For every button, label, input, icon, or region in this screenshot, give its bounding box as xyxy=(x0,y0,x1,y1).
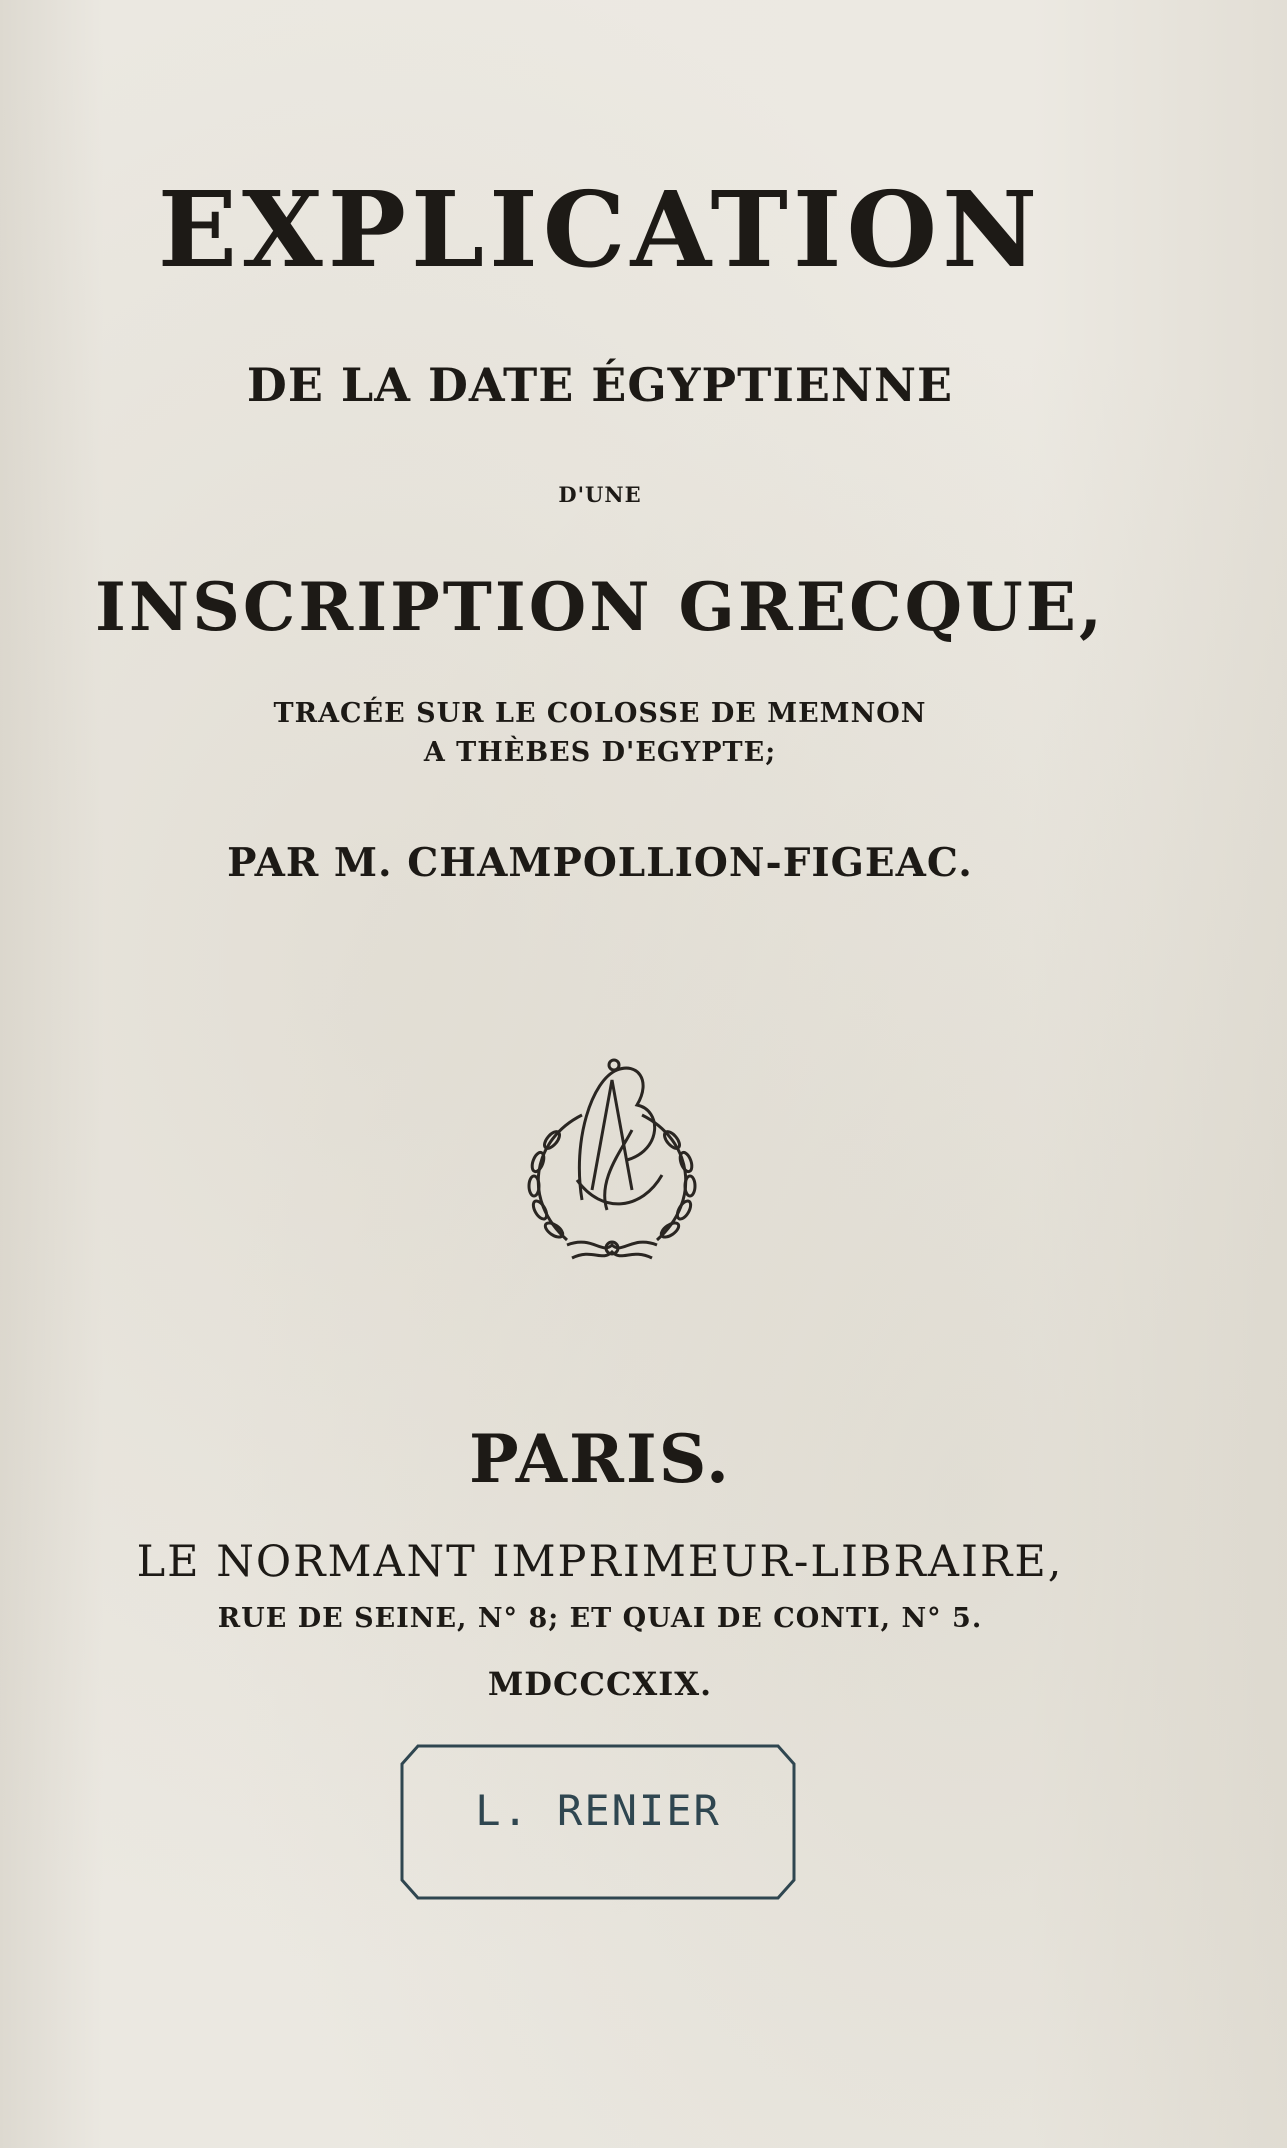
description-line-2: A THÈBES D'EGYPTE; xyxy=(423,737,777,768)
publication-place: PARIS. xyxy=(468,1420,732,1498)
title-inscription: INSCRIPTION GRECQUE, xyxy=(95,568,1105,646)
stamp-text: L. RENIER xyxy=(475,1786,721,1835)
subtitle-connector: D'UNE xyxy=(558,482,642,507)
publisher-address: RUE DE SEINE, N° 8; ET QUAI DE CONTI, N° 5. xyxy=(217,1603,983,1634)
library-stamp xyxy=(396,1740,800,1904)
author-line: PAR M. CHAMPOLLION-FIGEAC. xyxy=(227,840,973,886)
book-title: EXPLICATION xyxy=(157,168,1043,291)
description-line-1: TRACÉE SUR LE COLOSSE DE MEMNON xyxy=(273,698,927,729)
monogram-wreath-icon xyxy=(512,1040,712,1270)
subtitle-date: DE LA DATE ÉGYPTIENNE xyxy=(246,358,954,412)
publication-year: MDCCCXIX. xyxy=(487,1665,713,1703)
publisher-line: LE NORMANT IMPRIMEUR-LIBRAIRE, xyxy=(136,1537,1064,1587)
